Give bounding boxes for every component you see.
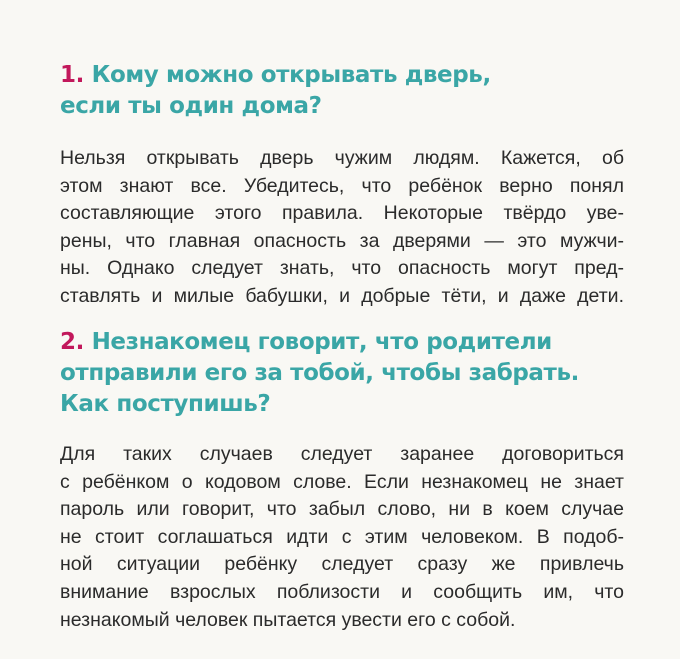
section-2-body-line: не стоит соглашаться идти с этим человеком. В подоб- bbox=[60, 525, 624, 548]
section-2-body-line: ной ситуации ребёнку следует сразу же привлечь bbox=[60, 553, 624, 576]
section-1-heading bbox=[60, 60, 624, 122]
section-1-heading-line-1: Кому можно открывать дверь, bbox=[91, 62, 491, 88]
section-2-heading-block bbox=[60, 327, 624, 420]
section-2-heading-line-1: Незнакомец говорит, что родители bbox=[91, 329, 552, 355]
section-1-body-line: Нельзя открывать дверь чужим людям. Кажется, об bbox=[60, 147, 624, 169]
section-2-heading-line-3: Как поступишь? bbox=[60, 391, 271, 417]
section-1-body bbox=[60, 145, 624, 311]
section-1-body-line: рены, что главная опасность за дверями — это мужчи- bbox=[60, 229, 624, 252]
section-2-heading-line-2: отправили его за тобой, чтобы забрать. bbox=[60, 360, 579, 386]
section-1-body-line: этом знают все. Убедитесь, что ребёнок верно понял bbox=[60, 174, 624, 197]
cropped-next-line-fragment bbox=[255, 652, 415, 659]
section-1-body-line: ны. Однако следует знать, что опасность могут пред- bbox=[60, 257, 624, 280]
section-2-paragraph bbox=[60, 441, 624, 634]
section-1-heading-block bbox=[60, 60, 624, 122]
section-1-body-line: ставлять и милые бабушки, и добрые тёти, и даже дети. bbox=[60, 284, 624, 307]
section-2-body-line: с ребёнком о кодовом слове. Если незнакомец не знает bbox=[60, 470, 624, 493]
section-2-number: 2. bbox=[60, 329, 84, 355]
section-1-paragraph bbox=[60, 145, 624, 311]
section-1-body-line: составляющие этого правила. Некоторые твёрдо уве- bbox=[60, 202, 624, 225]
section-2-body-line: внимание взрослых поблизости и сообщить им, что bbox=[60, 580, 624, 603]
section-2-heading bbox=[60, 327, 624, 420]
section-2-body bbox=[60, 441, 624, 634]
section-2-body-line: Для таких случаев следует заранее договориться bbox=[60, 443, 624, 465]
section-1-heading-line-2: если ты один дома? bbox=[60, 93, 322, 119]
section-2-body-line: пароль или говорит, что забыл слово, ни в коем случае bbox=[60, 498, 624, 521]
section-2-body-line: незнакомый человек пытается увести его с собой. bbox=[60, 608, 516, 631]
section-1-number: 1. bbox=[60, 62, 84, 88]
